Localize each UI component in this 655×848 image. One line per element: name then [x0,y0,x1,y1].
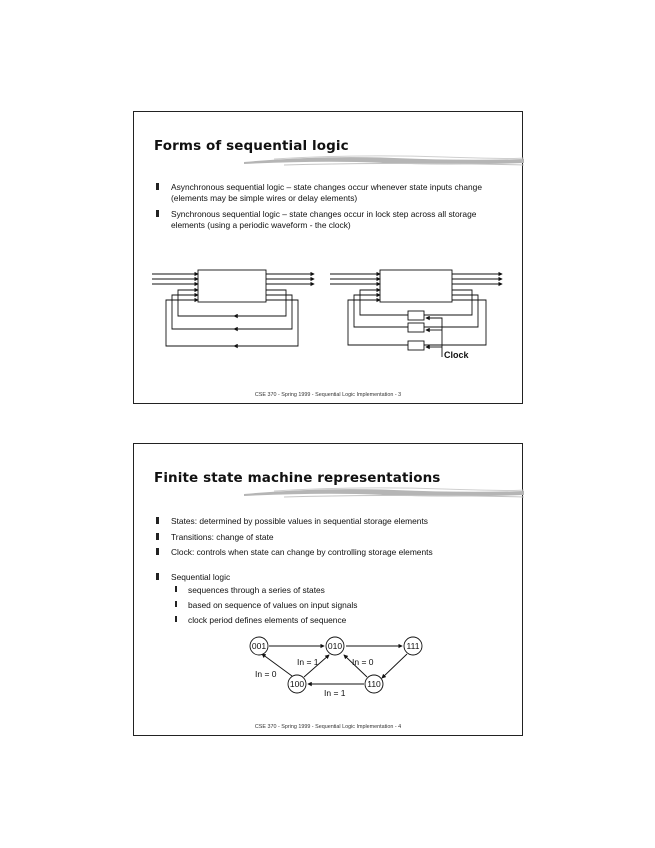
bullet-marker [156,573,159,580]
state-node [365,675,383,693]
sequential-logic-diagrams [134,262,522,372]
slide-footer: CSE 370 - Spring 1999 - Sequential Logic Implementation - 4 [254,724,402,730]
slide-title: Forms of sequential logic [154,138,349,154]
bullet-list [154,516,499,629]
asynchronous-logic-diagram [152,270,314,346]
clock-label: Clock [444,350,469,360]
slide-fsm-representations [133,443,523,736]
sub-bullet-marker [175,601,177,607]
state-label: 110 [367,679,381,689]
bullet-text: States: determined by possible values in sequential storage elements [171,516,428,526]
state-label: 111 [406,641,420,651]
bullet-item [154,516,499,527]
sub-bullet-marker [175,616,177,622]
bullet-item [154,547,499,558]
sub-bullet-marker [175,586,177,592]
fsm-state-diagram [134,634,522,704]
bullet-text: Sequential logic [171,571,231,582]
bullet-marker [156,210,159,217]
slide-footer: CSE 370 - Spring 1999 - Sequential Logic Implementation - 3 [254,392,402,398]
bullet-item [154,209,499,230]
sub-bullet-item [154,600,499,611]
title-underline-decoration [244,486,524,500]
bullet-text: Clock: controls when state can change by controlling storage elements [171,547,433,558]
bullet-item [154,182,499,203]
sub-bullet-text: sequences through a series of states [188,585,325,596]
state-label: 010 [327,641,343,651]
bullet-marker [156,183,159,190]
transition-111-110 [382,654,407,678]
transition-label: In = 0 [255,669,277,679]
title-underline-decoration [244,154,524,168]
slide-forms-of-sequential-logic [133,111,523,404]
state-node [250,637,268,655]
sub-bullet-text: clock period defines elements of sequence [188,614,347,625]
state-label: 100 [289,679,305,689]
bullet-text: Synchronous sequential logic – state changes occur in lock step across all storage elements (using a periodic waveform - the clock) [171,209,477,230]
bullet-marker [156,533,159,540]
transition-label: In = 0 [352,657,374,667]
state-node [288,675,306,693]
sub-bullet-text: based on sequence of values on input signals [188,599,358,610]
bullet-list [154,182,499,236]
transition-label: In = 1 [324,688,346,698]
slide-title: Finite state machine representations [154,470,441,486]
state-node [326,637,344,655]
bullet-marker [156,517,159,524]
state-label: 001 [251,641,267,651]
sub-bullet-item [154,585,499,596]
transition-label: In = 1 [297,657,319,667]
bullet-item [154,572,499,583]
bullet-text: Transitions: change of state [171,531,274,542]
bullet-item [154,532,499,543]
bullet-marker [156,548,159,555]
synchronous-logic-diagram [330,270,502,357]
bullet-text: Asynchronous sequential logic – state changes occur whenever state inputs change (elements may be simple wires or delay elements) [171,182,482,203]
sub-bullet-item [154,615,499,626]
state-node [404,637,422,655]
